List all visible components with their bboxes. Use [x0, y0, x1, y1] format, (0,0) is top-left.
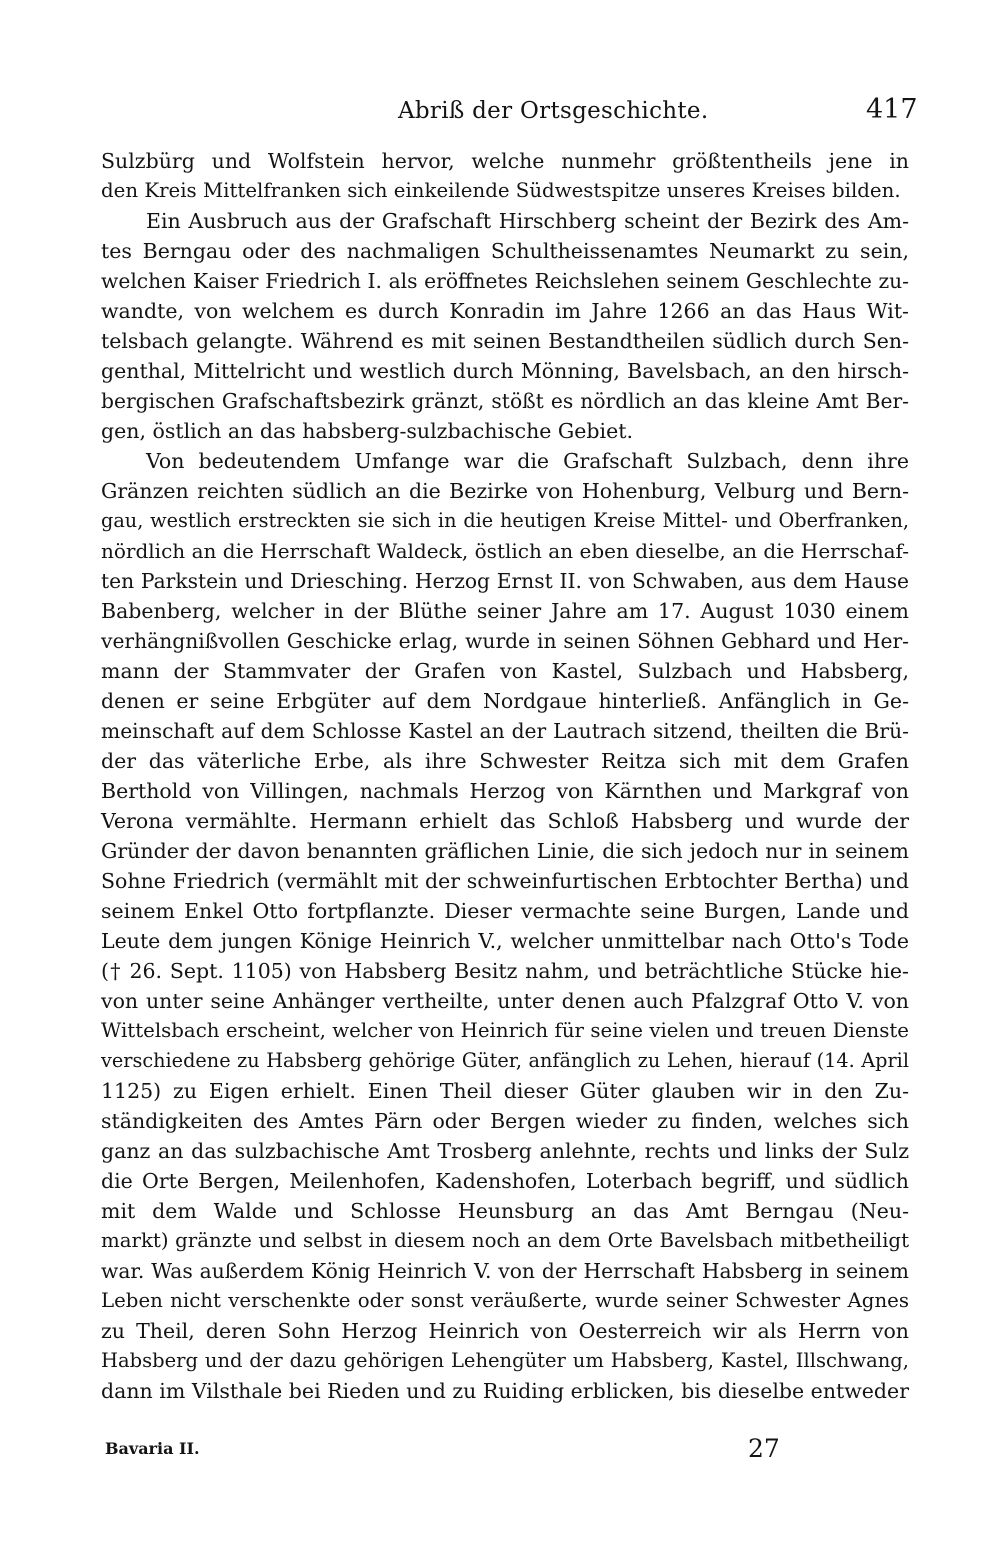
page-header [0, 92, 1000, 132]
text-line: nördlich an die Herrschaft Waldeck, östlich an eben dieselbe, an die Herrschaf- [101, 539, 909, 563]
text-line: der das väterliche Erbe, als ihre Schwester Reitza sich mit dem Grafen [101, 749, 909, 773]
text-line: telsbach gelangte. Während es mit seinen Bestandtheilen südlich durch Sen- [101, 329, 909, 353]
text-line: gau, westlich erstreckten sie sich in die heutigen Kreise Mittel- und Oberfranken, [101, 509, 909, 532]
printer-signature: Bavaria II. [105, 1439, 200, 1458]
text-line: tes Berngau oder des nachmaligen Schultheissenamtes Neumarkt zu sein, [101, 239, 909, 263]
text-line: ständigkeiten des Amtes Pärn oder Bergen wieder zu finden, welches sich [101, 1109, 909, 1133]
text-line: wandte, von welchem es durch Konradin im Jahre 1266 an das Haus Wit- [101, 299, 909, 323]
text-line: den Kreis Mittelfranken sich einkeilende Südwestspitze unseres Kreises bilden. [101, 179, 901, 202]
text-line: genthal, Mittelricht und westlich durch Mönning, Bavelsbach, an den hirsch- [101, 359, 909, 383]
text-line: meinschaft auf dem Schlosse Kastel an der Lautrach sitzend, theilten die Brü- [101, 719, 909, 743]
text-line: mit dem Walde und Schlosse Heunsburg an das Amt Berngau (Neu- [101, 1199, 909, 1223]
text-line: Sulzbürg und Wolfstein hervor, welche nunmehr größtentheils jene in [101, 149, 909, 173]
text-line: bergischen Grafschaftsbezirk gränzt, stößt es nördlich an das kleine Amt Ber- [101, 389, 909, 413]
text-line: zu Theil, deren Sohn Herzog Heinrich von Oesterreich wir als Herrn von [101, 1319, 909, 1343]
text-line: verhängnißvollen Geschicke erlag, wurde in seinen Söhnen Gebhard und Her- [101, 629, 909, 653]
text-line: seinem Enkel Otto fortpflanzte. Dieser vermachte seine Burgen, Lande und [101, 899, 909, 923]
text-line: Von bedeutendem Umfange war die Grafschaft Sulzbach, denn ihre [146, 449, 909, 473]
text-line: mann der Stammvater der Grafen von Kastel, Sulzbach und Habsberg, [101, 659, 909, 683]
text-line: († 26. Sept. 1105) von Habsberg Besitz nahm, und beträchtliche Stücke hie- [101, 959, 909, 983]
text-line: Gründer der davon benannten gräflichen Linie, die sich jedoch nur in seinem [101, 839, 909, 863]
text-line: die Orte Bergen, Meilenhofen, Kadenshofen, Loterbach begriff, und südlich [101, 1169, 909, 1193]
text-line: Verona vermählte. Hermann erhielt das Schloß Habsberg und wurde der [101, 809, 909, 833]
text-line: war. Was außerdem König Heinrich V. von der Herrschaft Habsberg in seinem [101, 1259, 909, 1283]
text-line: Leben nicht verschenkte oder sonst veräußerte, wurde seiner Schwester Agnes [101, 1289, 909, 1312]
body-text [101, 146, 909, 1406]
text-line: verschiedene zu Habsberg gehörige Güter, anfänglich zu Lehen, hierauf (14. April [101, 1049, 909, 1072]
text-line: Berthold von Villingen, nachmals Herzog von Kärnthen und Markgraf von [101, 779, 909, 803]
text-line: ten Parkstein und Driesching. Herzog Ernst II. von Schwaben, aus dem Hause [101, 569, 909, 593]
text-line: Ein Ausbruch aus der Grafschaft Hirschberg scheint der Bezirk des Am- [146, 209, 909, 233]
text-line: Babenberg, welcher in der Blüthe seiner Jahre am 17. August 1030 einem [101, 599, 909, 623]
text-line: Sohne Friedrich (vermählt mit der schweinfurtischen Erbtochter Bertha) und [101, 869, 909, 893]
text-line: gen, östlich an das habsberg-sulzbachische Gebiet. [101, 419, 633, 443]
text-line: 1125) zu Eigen erhielt. Einen Theil dieser Güter glauben wir in den Zu- [101, 1079, 909, 1103]
text-line: Gränzen reichten südlich an die Bezirke von Hohenburg, Velburg und Bern- [101, 479, 909, 503]
running-title: Abriß der Ortsgeschichte. [398, 98, 709, 124]
text-line: Leute dem jungen Könige Heinrich V., welcher unmittelbar nach Otto's Tode [101, 929, 909, 953]
text-line: Wittelsbach erscheint, welcher von Heinrich für seine vielen und treuen Dienste [101, 1019, 909, 1042]
sheet-number: 27 [748, 1434, 780, 1463]
text-line: welchen Kaiser Friedrich I. als eröffnetes Reichslehen seinem Geschlechte zu- [101, 269, 909, 293]
text-line: markt) gränzte und selbst in diesem noch an dem Orte Bavelsbach mitbetheiligt [101, 1229, 909, 1252]
text-line: von unter seine Anhänger vertheilte, unter denen auch Pfalzgraf Otto V. von [101, 989, 909, 1013]
page-number: 417 [866, 94, 918, 125]
text-line: ganz an das sulzbachische Amt Trosberg anlehnte, rechts und links der Sulz [101, 1139, 909, 1163]
text-line: dann im Vilsthale bei Rieden und zu Ruiding erblicken, bis dieselbe entweder [101, 1379, 909, 1403]
text-line: denen er seine Erbgüter auf dem Nordgaue hinterließ. Anfänglich in Ge- [101, 689, 909, 713]
text-line: Habsberg und der dazu gehörigen Lehengüter um Habsberg, Kastel, Illschwang, [101, 1349, 909, 1372]
